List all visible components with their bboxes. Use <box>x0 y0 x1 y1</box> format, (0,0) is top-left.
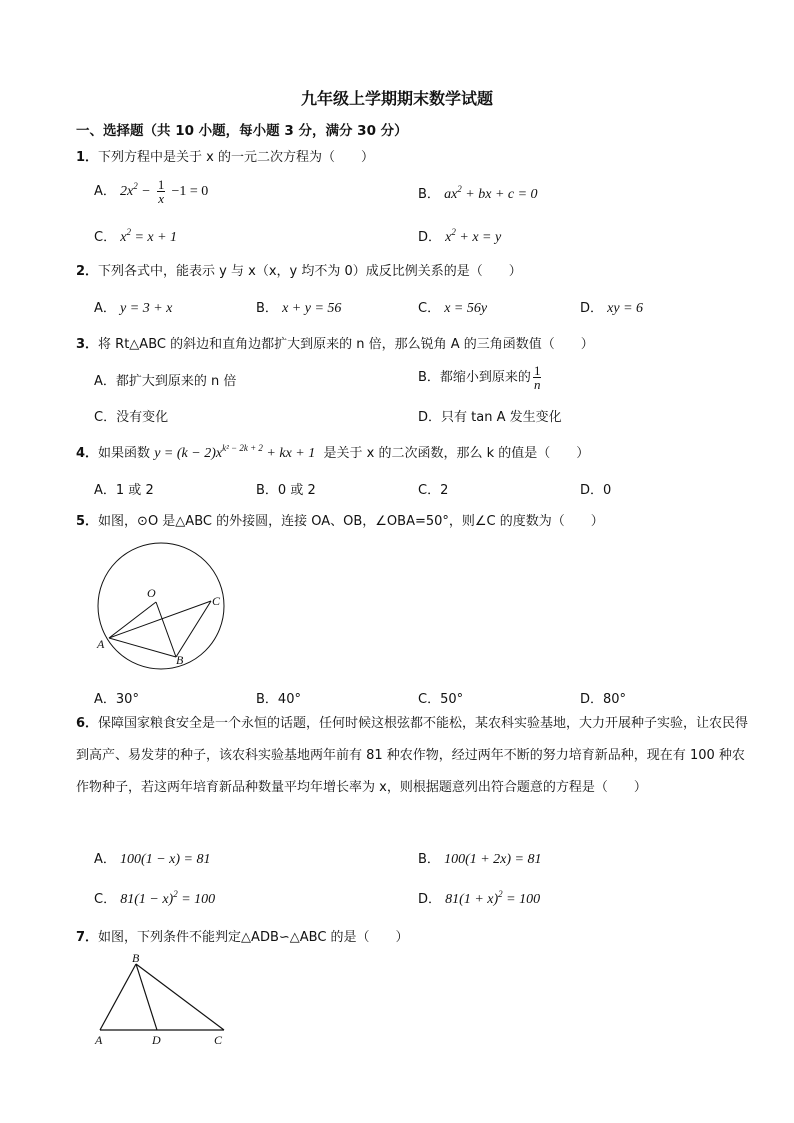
segment-ac <box>109 601 211 638</box>
question-number: 7． <box>76 930 99 945</box>
question-7 <box>76 926 409 945</box>
option-label: D． <box>418 892 442 907</box>
circumcircle <box>98 543 224 669</box>
q5-option-b[interactable] <box>256 688 301 707</box>
section-heading: 一、选择题（共 10 小题，每小题 3 分，满分 30 分） <box>76 123 408 139</box>
option-label: D． <box>580 692 604 707</box>
q1-option-d[interactable] <box>418 226 501 246</box>
q1-option-c[interactable] <box>94 226 177 246</box>
option-text: 0 <box>603 483 612 498</box>
option-text: 100(1 − x) = 81 <box>120 852 211 867</box>
option-label: C． <box>94 892 117 907</box>
math-text: −1 = 0 <box>171 184 209 199</box>
label-a: A <box>97 637 105 651</box>
label-c: C <box>212 594 221 608</box>
question-stem: 将 Rt△ABC 的斜边和直角边都扩大到原来的 n 倍，那么锐角 A 的三角函数值（ ） <box>98 337 594 352</box>
question-4 <box>76 442 589 462</box>
math-text: 2x <box>120 184 134 199</box>
option-text: 2 <box>440 483 449 498</box>
math-text: x <box>120 230 127 245</box>
option-label: A． <box>94 374 116 389</box>
question-number: 4． <box>76 446 99 461</box>
option-label: A． <box>94 852 116 867</box>
option-text: 40° <box>277 692 301 707</box>
q2-option-a[interactable] <box>94 297 172 317</box>
option-label: B． <box>418 852 440 867</box>
option-label: C． <box>418 692 441 707</box>
option-text: 80° <box>603 692 627 707</box>
q4-option-a[interactable] <box>94 479 154 498</box>
question-stem: 下列方程中是关于 x 的一元二次方程为（ ） <box>98 150 375 165</box>
option-label: C． <box>418 483 441 498</box>
q4-option-c[interactable] <box>418 479 448 498</box>
option-label: C． <box>418 301 441 316</box>
math-text: ax <box>444 187 458 202</box>
label-b: B <box>132 951 140 965</box>
exponent: 2 <box>126 227 131 237</box>
fraction: $\frac{1}{x}$ <box>157 177 165 206</box>
option-text: 0 或 2 <box>277 483 316 498</box>
triangle-figure <box>88 950 238 1050</box>
option-text: x = 56y <box>444 301 488 316</box>
exponent: 2 <box>451 227 456 237</box>
option-label: A． <box>94 483 116 498</box>
option-text: y = 3 + x <box>120 301 173 316</box>
math-text: + bx + c = 0 <box>461 187 538 202</box>
question-stem: 下列各式中，能表示 y 与 x（x，y 均不为 0）成反比例关系的是（ ） <box>98 264 522 279</box>
question-number: 5． <box>76 514 99 529</box>
exponent: 2 <box>498 889 503 899</box>
option-text: 50° <box>440 692 464 707</box>
label-o: O <box>147 586 156 600</box>
question-stem: 如图，下列条件不能判定△ADB∽△ABC 的是（ ） <box>98 930 409 945</box>
question-number: 3． <box>76 337 99 352</box>
question-stem: 是关于 x 的二次函数，那么 k 的值是（ ） <box>323 446 590 461</box>
q6-option-c[interactable] <box>94 888 215 908</box>
question-5 <box>76 510 604 529</box>
option-label: B． <box>418 187 440 202</box>
option-label: B． <box>418 370 440 385</box>
option-text: x + y = 56 <box>282 301 342 316</box>
option-text: 都缩小到原来的 <box>439 370 531 385</box>
label-c: C <box>214 1033 223 1047</box>
q2-option-c[interactable] <box>418 297 487 317</box>
segment-bc <box>136 964 224 1030</box>
q6-option-d[interactable] <box>418 888 540 908</box>
option-label: D． <box>418 230 442 245</box>
option-label: A． <box>94 692 116 707</box>
exponent: 2 <box>173 889 178 899</box>
question-6 <box>76 708 756 804</box>
math-text: 81(1 + x) <box>445 892 499 907</box>
circle-figure <box>88 540 238 670</box>
segment-ab <box>100 964 136 1030</box>
q3-option-a[interactable] <box>94 370 236 389</box>
fraction: $\frac{1}{n}$ <box>533 363 541 392</box>
exponent: 2 <box>457 184 462 194</box>
q2-option-b[interactable] <box>256 297 341 317</box>
q3-option-c[interactable] <box>94 406 168 425</box>
math-text: 81(1 − x) <box>120 892 174 907</box>
segment-oa <box>109 602 156 638</box>
option-text: 1 或 2 <box>115 483 154 498</box>
q3-option-b[interactable] <box>418 364 543 391</box>
question-1 <box>76 146 374 165</box>
q4-option-d[interactable] <box>580 479 611 498</box>
question-2 <box>76 260 522 279</box>
math-text: x <box>445 230 452 245</box>
question-stem: 如图，⊙O 是△ABC 的外接圆，连接 OA、OB，∠OBA=50°，则∠C 的度数为（ ） <box>98 514 604 529</box>
function-formula: $y = (k - 2)x^{k^2 - 2k + 2}$ + kx + 1 <box>154 443 316 461</box>
option-label: C． <box>94 230 117 245</box>
q5-option-a[interactable] <box>94 688 139 707</box>
math-text: = x + 1 <box>130 230 178 245</box>
q4-option-b[interactable] <box>256 479 316 498</box>
question-3 <box>76 333 594 352</box>
math-text: = 100 <box>177 892 216 907</box>
option-label: A． <box>94 301 116 316</box>
option-label: C． <box>94 410 117 425</box>
q6-option-b[interactable] <box>418 848 542 868</box>
question-number: 2． <box>76 264 99 279</box>
option-text: 100(1 + 2x) = 81 <box>444 852 542 867</box>
label-b: B <box>176 653 184 667</box>
q3-option-d[interactable] <box>418 406 562 425</box>
option-text: xy = 6 <box>607 301 644 316</box>
option-text: 都扩大到原来的 n 倍 <box>115 374 237 389</box>
question-number: 1． <box>76 150 99 165</box>
option-text: 没有变化 <box>116 410 169 425</box>
question-number: 6． <box>76 716 99 731</box>
math-text: = 100 <box>502 892 541 907</box>
label-a: A <box>95 1033 103 1047</box>
q6-option-a[interactable] <box>94 848 210 868</box>
option-label: D． <box>418 410 442 425</box>
segment-ab <box>109 638 176 657</box>
q5-option-d[interactable] <box>580 688 626 707</box>
option-label: B． <box>256 483 278 498</box>
option-label: D． <box>580 301 604 316</box>
question-stem: 如果函数 <box>98 446 151 461</box>
option-label: B． <box>256 692 278 707</box>
math-text: + x = y <box>455 230 502 245</box>
option-label: D． <box>580 483 604 498</box>
label-d: D <box>152 1033 161 1047</box>
q1-option-a[interactable]: A． $2x^2$ − $\frac{1}{x}$ −1 = 0 <box>94 177 209 206</box>
option-label: B． <box>256 301 278 316</box>
option-text: 只有 tan A 发生变化 <box>441 410 562 425</box>
exponent: 2 <box>133 181 138 191</box>
q5-option-c[interactable] <box>418 688 463 707</box>
segment-bd <box>136 964 157 1030</box>
option-text: 30° <box>115 692 139 707</box>
question-stem: 保障国家粮食安全是一个永恒的话题，任何时候这根弦都不能松，某农科实验基地，大力开展种子实验，让农民得到高产、易发芽的种子，该农科实验基地两年前有 81 种农作物，经过两年不断的努力培育新品种，现在有 100 种农作物种子，若这两年培育新品种数量平均年增长率为 x，则根据题意列出符合题意的方程是（ ） <box>76 716 749 795</box>
option-label: A． <box>94 184 116 199</box>
q1-option-b[interactable] <box>418 183 538 203</box>
segment-bc <box>176 601 211 657</box>
segment-ob <box>156 602 176 657</box>
page-title: 九年级上学期期末数学试题 <box>300 89 493 108</box>
q2-option-d[interactable] <box>580 297 643 317</box>
